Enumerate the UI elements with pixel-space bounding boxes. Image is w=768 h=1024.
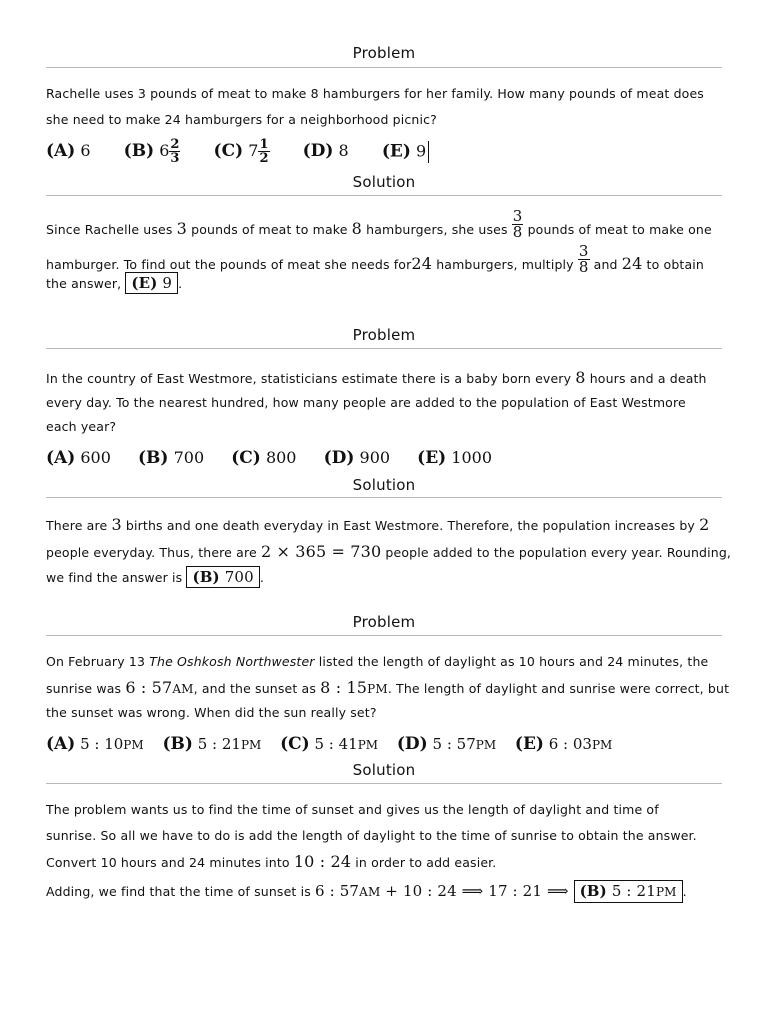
solution-3-line-4: Adding, we find that the time of sunset is 6 : 57AM + 10 : 24 ⟹ 17 : 21 ⟹ (B) 5 : 21PM . [46,880,687,903]
choice-a: (A) 6 [46,141,91,161]
solution-1-line-2: hamburger. To find out the pounds of meat she needs for24 hamburgers, multiply $\frac{3}{8}$ and 24 to obtain [46,242,704,276]
choice-c: (C) 800 [231,448,297,468]
solution-heading-3: Solution [352,761,416,779]
problem-2-text-line-2: every day. To the nearest hundred, how many people are added to the population of East Westmore [46,395,686,410]
problem-2-choices [46,448,520,468]
problem-1-choices [46,138,457,165]
solution-1-line-1: Since Rachelle uses 3 pounds of meat to make 8 hamburgers, she uses $\frac{3}{8}$ pounds of meat to make one [46,207,712,241]
divider [46,348,722,349]
choice-b: (B) 700 [138,448,205,468]
choice-d: (D) 8 [302,141,349,161]
problem-2-text-line-3: each year? [46,419,117,434]
solution-heading-1: Solution [352,173,416,191]
problem-3-text-line-1: On February 13 The Oshkosh Northwester listed the length of daylight as 10 hours and 24 minutes, the [46,654,709,669]
problem-heading-3: Problem [352,613,416,631]
problem-heading-1: Problem [352,44,416,62]
choice-b: (B) 5 : 21PM [162,734,262,754]
divider [46,67,722,68]
problem-3-choices [46,734,640,754]
problem-3-text-line-2: sunrise was 6 : 57AM, and the sunset as 8 : 15PM. The length of daylight and sunrise were correct, but [46,678,730,697]
problem-2-text-line-1: In the country of East Westmore, statisticians estimate there is a baby born every 8 hours and a death [46,368,707,387]
choice-d: (D) 5 : 57PM [396,734,497,754]
divider [46,497,722,498]
divider [46,635,722,636]
text-cursor [428,141,429,163]
answer-box-1: (E) 9 [125,272,178,294]
choice-e: (E) 6 : 03PM [514,734,613,754]
solution-3-line-3: Convert 10 hours and 24 minutes into 10 : 24 in order to add easier. [46,852,497,871]
choice-c: (C) 7 $\frac{1}{2}$ [213,137,269,166]
answer-box-3: (B) 5 : 21PM [574,880,683,903]
choice-a: (A) 5 : 10PM [46,734,144,754]
solution-1-line-3: the answer, (E) 9 . [46,274,183,292]
choice-d: (D) 900 [323,448,391,468]
divider [46,783,722,784]
solution-2-line-1: There are 3 births and one death everyday in East Westmore. Therefore, the population increases by 2 [46,515,710,534]
solution-heading-2: Solution [352,476,416,494]
divider [46,195,722,196]
problem-1-text-line-1: Rachelle uses 3 pounds of meat to make 8 hamburgers for her family. How many pounds of meat does [46,86,704,101]
problem-heading-2: Problem [352,326,416,344]
solution-3-line-1: The problem wants us to find the time of sunset and gives us the length of daylight and time of [46,802,659,817]
solution-3-line-2: sunrise. So all we have to do is add the length of daylight to the time of sunrise to obtain the answer. [46,828,697,843]
answer-box-2: (B) 700 [186,566,259,588]
solution-2-line-2: people everyday. Thus, there are 2 × 365 = 730 people added to the population every year. Rounding, [46,542,732,561]
choice-e: (E) 9 [382,141,429,163]
choice-c: (C) 5 : 41PM [280,734,379,754]
problem-1-text-line-2: she need to make 24 hamburgers for a neighborhood picnic? [46,112,437,127]
problem-3-text-line-3: the sunset was wrong. When did the sun really set? [46,705,377,720]
choice-a: (A) 600 [46,448,111,468]
solution-2-line-3: we find the answer is (B) 700 . [46,568,264,586]
choice-e: (E) 1000 [417,448,493,468]
choice-b: (B) 6 $\frac{2}{3}$ [123,137,180,166]
